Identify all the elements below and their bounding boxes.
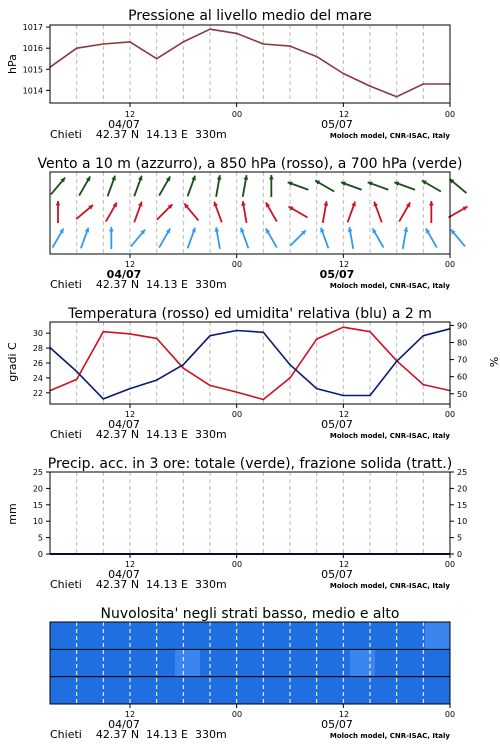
wind-arrow-850 xyxy=(241,201,246,223)
wind-date-2: 05/07 xyxy=(319,268,355,281)
pressure-credit: Moloch model, CNR-ISAC, Italy xyxy=(329,132,450,140)
pressure-ytick-label: 1014 xyxy=(22,86,43,96)
cloud-cell-medio xyxy=(175,649,201,676)
humidity-series-point xyxy=(343,395,345,397)
precip-right-ytick-label: 5 xyxy=(457,533,463,543)
wind-arrow-850-head xyxy=(56,201,61,205)
temp-date-2: 05/07 xyxy=(321,418,353,431)
wind-arrow-10m xyxy=(320,228,328,249)
temp-ytick-label: 30 xyxy=(32,329,43,339)
cloud-cell-basso xyxy=(200,677,226,704)
wind-arrow-850 xyxy=(323,201,328,223)
wind-arrow-850 xyxy=(184,204,198,221)
temperature-series-point xyxy=(316,338,318,340)
temperature-series-point xyxy=(369,331,371,333)
wind-arrow-850 xyxy=(429,201,434,223)
cloud-cell-medio xyxy=(50,649,76,676)
wind-location: Chieti 42.37 N 14.13 E 330m xyxy=(50,278,227,291)
precip-right-ytick-label: 25 xyxy=(457,468,468,477)
precip-ytick-label: 5 xyxy=(37,533,43,543)
pressure-date-1: 04/07 xyxy=(108,118,140,131)
pressure-date-2: 05/07 xyxy=(321,118,353,131)
cloud-cell-alto xyxy=(50,622,76,649)
cloud-cell-medio xyxy=(150,649,176,676)
wind-arrow-850 xyxy=(373,202,381,223)
humidity-series-point xyxy=(263,331,265,333)
temp-tick-00b: 00 xyxy=(444,410,456,419)
cloud-cell-alto xyxy=(225,622,251,649)
temp-ytick-label: 28 xyxy=(32,344,43,354)
cloud-cell-alto xyxy=(250,622,276,649)
temperature-series-point xyxy=(129,333,131,335)
temp-ylabel: gradi C xyxy=(6,342,19,382)
cloud-cell-medio xyxy=(300,649,326,676)
cloud-cell-medio xyxy=(275,649,301,676)
precip-title: Precip. acc. in 3 ore: totale (verde), frazione solida (tratt.) xyxy=(47,456,453,472)
wind-arrow-700 xyxy=(108,176,116,197)
pressure-series-point xyxy=(129,41,131,43)
cloud-tick-00a: 00 xyxy=(231,710,243,719)
wind-arrow-850 xyxy=(348,202,356,223)
wind-title: Vento a 10 m (azzurro), a 850 hPa (rosso), a 700 hPa (verde) xyxy=(37,156,463,172)
precip-date-1: 04/07 xyxy=(108,568,140,581)
pressure-tick-12b: 12 xyxy=(338,110,350,119)
temp-date-1: 04/07 xyxy=(108,418,140,431)
panel-temp-rh xyxy=(6,306,500,441)
wind-arrow-10m xyxy=(266,228,277,247)
wind-arrow-700 xyxy=(341,181,362,189)
humidity-series-point xyxy=(156,379,158,381)
cloud-cell-medio xyxy=(75,649,101,676)
rh-ytick-label: 80 xyxy=(457,338,468,348)
precip-tick-12b: 12 xyxy=(338,560,350,569)
pressure-series-point xyxy=(396,96,398,98)
precip-ytick-label: 10 xyxy=(32,517,43,527)
wind-arrow-850-head xyxy=(429,201,434,205)
precip-ylabel: mm xyxy=(6,503,19,525)
cloud-cell-alto xyxy=(150,622,176,649)
temp-ytick-label: 26 xyxy=(32,359,43,368)
cloud-location: Chieti 42.37 N 14.13 E 330m xyxy=(50,728,227,741)
temperature-series-point xyxy=(263,399,265,401)
precip-ytick-label: 20 xyxy=(32,484,43,494)
precip-right-ytick-label: 10 xyxy=(457,517,468,527)
precip-right-ytick-label: 15 xyxy=(457,500,468,510)
temp-credit: Moloch model, CNR-ISAC, Italy xyxy=(329,432,450,440)
cloud-cell-basso xyxy=(225,677,251,704)
cloud-cell-basso xyxy=(125,677,151,704)
cloud-cell-medio xyxy=(400,649,426,676)
precip-date-2: 05/07 xyxy=(321,568,353,581)
humidity-series-point xyxy=(369,395,371,397)
wind-arrow-10m xyxy=(451,230,465,247)
pressure-frame xyxy=(50,25,450,103)
wind-arrow-700-head xyxy=(269,175,274,179)
cloud-cell-medio xyxy=(325,649,351,676)
temp-tick-00a: 00 xyxy=(231,410,243,419)
wind-arrow-700 xyxy=(243,175,248,197)
cloud-cell-basso xyxy=(275,677,301,704)
wind-arrow-10m xyxy=(426,228,437,247)
pressure-ytick-label: 1016 xyxy=(22,44,43,54)
wind-credit: Moloch model, CNR-ISAC, Italy xyxy=(329,282,450,290)
temperature-series-point xyxy=(156,338,158,340)
wind-tick-12b: 12 xyxy=(338,260,350,269)
pressure-series-point xyxy=(423,83,425,85)
temperature-series-point xyxy=(423,384,425,386)
cloud-cell-medio xyxy=(425,649,451,676)
cloud-cell-alto xyxy=(200,622,226,649)
wind-arrow-10m-head xyxy=(109,227,114,231)
precip-ytick-label: 15 xyxy=(32,500,43,510)
precip-ytick-label: 0 xyxy=(37,550,43,559)
precip-tick-00b: 00 xyxy=(444,560,456,569)
precip-tick-00a: 00 xyxy=(231,560,243,569)
wind-arrow-10m xyxy=(403,227,408,249)
wind-arrow-850 xyxy=(106,202,117,221)
pressure-series-point xyxy=(209,28,211,30)
pressure-tick-00b: 00 xyxy=(444,110,456,119)
pressure-tick-00a: 00 xyxy=(231,110,243,119)
temp-tick-12a: 12 xyxy=(124,410,136,419)
panel-pressure xyxy=(6,8,455,141)
wind-arrow-700 xyxy=(159,176,170,195)
cloud-cell-basso xyxy=(350,677,376,704)
pressure-series-point xyxy=(369,85,371,87)
wind-date-1: 04/07 xyxy=(106,268,142,281)
wind-arrow-700 xyxy=(288,181,309,189)
cloud-cell-medio xyxy=(250,649,276,676)
wind-arrow-700 xyxy=(450,179,467,193)
pressure-series-point xyxy=(236,33,238,35)
cloud-title: Nuvolosita' negli strati basso, medio e alto xyxy=(100,606,400,622)
wind-arrow-850 xyxy=(266,202,277,221)
cloud-cell-alto xyxy=(350,622,376,649)
pressure-location: Chieti 42.37 N 14.13 E 330m xyxy=(50,128,227,141)
pressure-ytick-label: 1017 xyxy=(22,23,43,33)
precip-location: Chieti 42.37 N 14.13 E 330m xyxy=(50,578,227,591)
wind-arrow-10m xyxy=(53,228,64,247)
humidity-series-point xyxy=(236,330,238,332)
cloud-date-1: 04/07 xyxy=(108,718,140,731)
temperature-series-point xyxy=(183,367,185,369)
wind-arrow-850 xyxy=(288,207,307,218)
rh-ytick-label: 50 xyxy=(457,389,468,399)
cloud-cell-medio xyxy=(350,649,376,676)
wind-tick-12a: 12 xyxy=(124,260,136,269)
pressure-series-point xyxy=(103,43,105,45)
temperature-series-point xyxy=(209,385,211,387)
panel-cloud xyxy=(50,606,455,741)
cloud-cell-basso xyxy=(50,677,76,704)
cloud-cell-basso xyxy=(75,677,101,704)
temperature-series-point xyxy=(289,377,291,379)
temperature-series-point xyxy=(76,379,78,381)
wind-arrow-850 xyxy=(157,204,173,220)
wind-tick-00b: 00 xyxy=(444,260,456,269)
pressure-series-point xyxy=(343,73,345,75)
pressure-series-point xyxy=(289,45,291,47)
pressure-series-point xyxy=(156,58,158,60)
temp-frame xyxy=(50,322,450,404)
rh-ytick-label: 90 xyxy=(457,321,468,331)
cloud-date-2: 05/07 xyxy=(321,718,353,731)
humidity-series-point xyxy=(396,360,398,362)
cloud-cell-basso xyxy=(250,677,276,704)
wind-arrow-10m xyxy=(131,230,145,247)
wind-arrow-700 xyxy=(368,181,389,189)
wind-arrow-10m xyxy=(159,228,170,247)
wind-arrow-700 xyxy=(51,178,65,195)
pressure-ytick-label: 1015 xyxy=(22,65,43,75)
wind-arrow-850 xyxy=(213,202,221,223)
temperature-series-point xyxy=(236,391,238,393)
cloud-cell-alto xyxy=(175,622,201,649)
cloud-tick-12a: 12 xyxy=(124,710,136,719)
wind-arrow-10m xyxy=(373,228,384,247)
humidity-series-point xyxy=(183,364,185,366)
wind-arrow-10m xyxy=(290,230,306,246)
cloud-cell-basso xyxy=(400,677,426,704)
cloud-cell-medio xyxy=(200,649,226,676)
wind-arrow-700 xyxy=(422,181,441,192)
cloud-cell-alto xyxy=(75,622,101,649)
humidity-series-point xyxy=(423,335,425,337)
temperature-series-point xyxy=(343,326,345,328)
panel-wind xyxy=(37,156,467,291)
wind-arrow-850 xyxy=(76,205,93,219)
temp-location: Chieti 42.37 N 14.13 E 330m xyxy=(50,428,227,441)
precip-credit: Moloch model, CNR-ISAC, Italy xyxy=(329,582,450,590)
cloud-credit: Moloch model, CNR-ISAC, Italy xyxy=(329,732,450,740)
wind-arrow-850 xyxy=(399,202,410,221)
precip-tick-12a: 12 xyxy=(124,560,136,569)
cloud-tick-00b: 00 xyxy=(444,710,456,719)
pressure-ylabel: hPa xyxy=(6,54,19,74)
wind-arrow-10m xyxy=(240,228,248,249)
temp-title: Temperatura (rosso) ed umidita' relativa (blu) a 2 m xyxy=(68,306,432,322)
temperature-series xyxy=(50,327,450,399)
humidity-series xyxy=(50,329,450,399)
precip-ytick-label: 25 xyxy=(32,468,43,477)
cloud-tick-12b: 12 xyxy=(338,710,350,719)
wind-arrow-700 xyxy=(134,176,142,197)
precip-right-ytick-label: 20 xyxy=(457,484,468,494)
cloud-cell-basso xyxy=(325,677,351,704)
wind-arrow-700 xyxy=(216,175,221,197)
pressure-tick-12a: 12 xyxy=(124,110,136,119)
wind-arrow-10m xyxy=(81,228,89,249)
wind-arrow-700 xyxy=(79,176,90,195)
cloud-cell-basso xyxy=(425,677,451,704)
temperature-series-point xyxy=(103,331,105,333)
pressure-series-point xyxy=(183,41,185,43)
pressure-series xyxy=(50,29,450,97)
cloud-cell-basso xyxy=(150,677,176,704)
pressure-series-point xyxy=(263,43,265,45)
panel-precip xyxy=(6,456,467,591)
rh-ytick-label: 60 xyxy=(457,372,468,382)
wind-tick-00a: 00 xyxy=(231,260,243,269)
humidity-series-point xyxy=(289,364,291,366)
pressure-series-point xyxy=(76,47,78,49)
humidity-series-point xyxy=(76,371,78,373)
rh-ytick-label: 70 xyxy=(457,355,468,365)
wind-arrow-10m xyxy=(214,227,219,249)
cloud-cell-medio xyxy=(225,649,251,676)
precip-frame xyxy=(50,472,450,554)
humidity-series-point xyxy=(103,398,105,400)
cloud-cell-alto xyxy=(400,622,426,649)
cloud-cell-basso xyxy=(300,677,326,704)
humidity-series-point xyxy=(316,388,318,390)
cloud-cell-alto xyxy=(425,622,451,649)
temp-ytick-label: 22 xyxy=(32,388,43,398)
pressure-title: Pressione al livello medio del mare xyxy=(128,8,372,24)
cloud-cell-alto xyxy=(125,622,151,649)
temp-ytick-label: 24 xyxy=(32,373,43,383)
cloud-cell-basso xyxy=(175,677,201,704)
cloud-cell-medio xyxy=(125,649,151,676)
wind-arrow-850 xyxy=(56,201,61,223)
wind-arrow-10m xyxy=(109,227,114,249)
temp-tick-12b: 12 xyxy=(338,410,350,419)
precip-right-ytick-label: 0 xyxy=(457,550,463,559)
wind-arrow-10m xyxy=(348,227,353,249)
wind-arrow-700 xyxy=(315,181,334,192)
wind-arrow-700 xyxy=(269,175,274,197)
rh-ylabel: % xyxy=(487,356,500,368)
cloud-cell-alto xyxy=(300,622,326,649)
wind-arrow-700 xyxy=(394,181,415,189)
wind-arrow-10m xyxy=(188,228,196,249)
cloud-cell-alto xyxy=(325,622,351,649)
humidity-series-point xyxy=(209,335,211,337)
wind-arrow-850 xyxy=(134,202,142,223)
cloud-cell-alto xyxy=(275,622,301,649)
humidity-series-point xyxy=(129,388,131,390)
wind-arrow-700 xyxy=(188,176,196,197)
pressure-series-point xyxy=(316,56,318,58)
wind-arrow-850 xyxy=(448,207,467,218)
